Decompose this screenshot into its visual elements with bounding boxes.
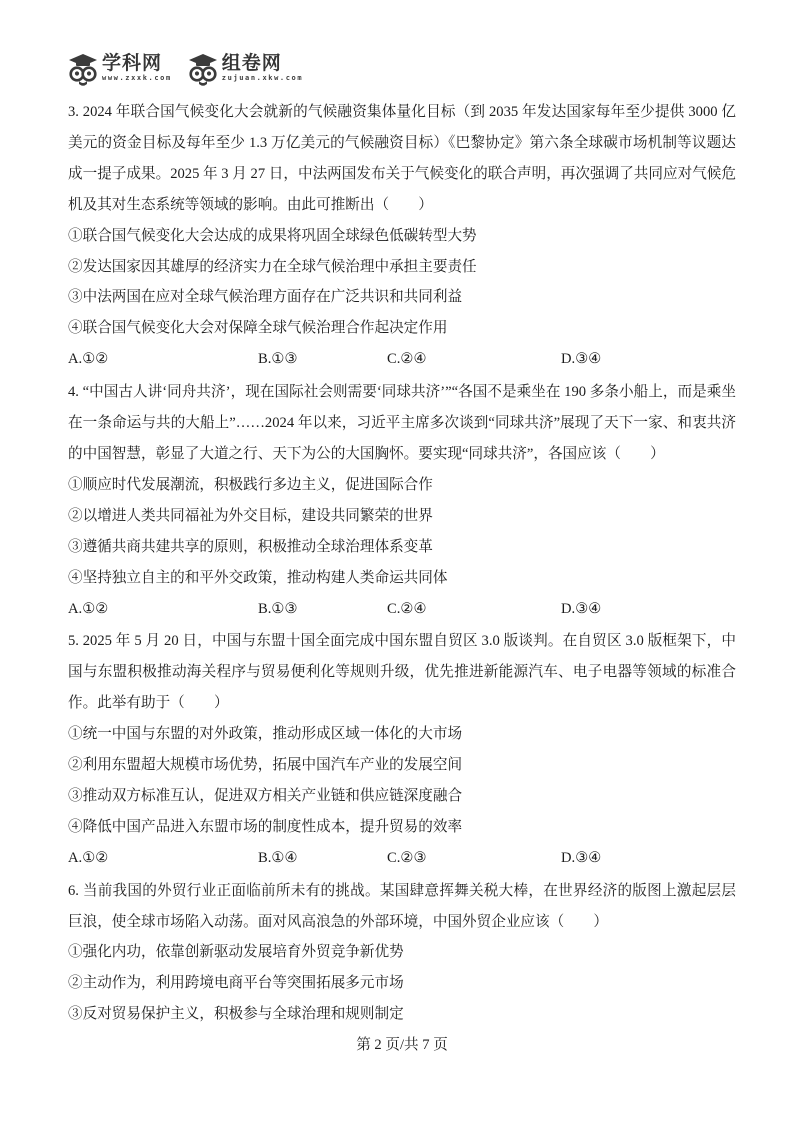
- choice-a: A.①②: [68, 600, 109, 617]
- owl-graduate-icon: [188, 53, 218, 88]
- numbered-option: ①统一中国与东盟的对外政策，推动形成区域一体化的大市场: [68, 726, 463, 743]
- numbered-option: ②利用东盟超大规模市场优势，拓展中国汽车产业的发展空间: [68, 757, 463, 774]
- choice-c: C.②③: [387, 849, 427, 866]
- numbered-option: ④联合国气候变化大会对保障全球气候治理合作起决定作用: [68, 320, 448, 337]
- choice-a: A.①②: [68, 351, 109, 368]
- numbered-option: ②主动作为，利用跨境电商平台等突围拓展多元市场: [68, 975, 404, 992]
- choice-b: B.①③: [258, 600, 298, 617]
- logo-url: zujuan.xkw.com: [221, 74, 304, 82]
- question-stem: 6. 当前我国的外贸行业正面临前所未有的挑战。某国肆意挥舞关税大棒，在世界经济的版图上激起层层巨浪，使全球市场陷入动荡。面对风高浪急的外部环境，中国外贸企业应该（ ）: [68, 882, 736, 930]
- numbered-option: ②以增进人类共同福祉为外交目标，建设共同繁荣的世界: [68, 507, 433, 524]
- question-5: [68, 626, 736, 873]
- logo-text: [222, 53, 303, 83]
- choice-d: D.③④: [561, 600, 602, 617]
- choice-d: D.③④: [561, 849, 602, 866]
- numbered-option: ④坚持独立自主的和平外交政策，推动构建人类命运共同体: [68, 569, 448, 586]
- page-number-footer: 第 2 页/共 7 页: [356, 1037, 448, 1054]
- logo-title: 组卷网: [221, 53, 282, 74]
- numbered-option: ③遵循共商共建共享的原则，积极推动全球治理体系变革: [68, 538, 433, 555]
- choice-a: A.①②: [68, 849, 109, 866]
- answer-choices-row: [68, 594, 736, 625]
- question-3: [68, 97, 736, 375]
- choice-d: D.③④: [561, 351, 602, 368]
- exam-content: [68, 97, 736, 1061]
- choice-b: B.①③: [258, 351, 298, 368]
- numbered-option: ②发达国家因其雄厚的经济实力在全球气候治理中承担主要责任: [68, 258, 477, 275]
- zujuanwang-logo: [188, 53, 303, 88]
- logo-url: www.zxxk.com: [102, 74, 172, 82]
- answer-choices-row: [68, 843, 736, 874]
- site-logos: [68, 53, 303, 88]
- numbered-option: ①强化内功，依靠创新驱动发展培育外贸竞争新优势: [68, 944, 404, 961]
- answer-choices-row: [68, 344, 736, 375]
- numbered-option: ③反对贸易保护主义，积极参与全球治理和规则制定: [68, 1006, 404, 1023]
- choice-c: C.②④: [387, 351, 427, 368]
- xuekewang-logo: [68, 53, 172, 88]
- question-6: [68, 876, 736, 1031]
- choice-b: B.①④: [258, 849, 298, 866]
- numbered-option: ③推动双方标准互认，促进双方相关产业链和供应链深度融合: [68, 787, 463, 804]
- numbered-option: ④降低中国产品进入东盟市场的制度性成本，提升贸易的效率: [68, 818, 463, 835]
- logo-title: 学科网: [102, 53, 163, 74]
- question-stem: 5. 2025 年 5 月 20 日，中国与东盟十国全面完成中国东盟自贸区 3.0 版谈判。在自贸区 3.0 版框架下，中国与东盟积极推动海关程序与贸易便利化等规则升级，优先推进新能源汽车、电子电器等领域的标准合作。此举有助于（ ）: [68, 633, 736, 712]
- numbered-option: ③中法两国在应对全球气候治理方面存在广泛共识和共同利益: [68, 289, 463, 306]
- question-stem: 4. “中国古人讲‘同舟共济’，现在国际社会则需要‘同球共济’”“各国不是乘坐在 190 多条小船上，而是乘坐在一条命运与共的大船上”……2024 年以来，习近平主席多次谈到“同球共济”展现了天下一家、和衷共济的中国智慧，彰显了大道之行、天下为公的大国胸怀。要实现“同球共济”，各国应该（ ）: [68, 384, 736, 462]
- numbered-option: ①顺应时代发展潮流，积极践行多边主义，促进国际合作: [68, 476, 433, 493]
- numbered-option: ①联合国气候变化大会达成的成果将巩固全球绿色低碳转型大势: [68, 227, 477, 244]
- logo-text: [102, 53, 172, 83]
- choice-c: C.②④: [387, 600, 427, 617]
- question-stem: 3. 2024 年联合国气候变化大会就新的气候融资集体量化目标（到 2035 年发达国家每年至少提供 3000 亿美元的资金目标及每年至少 1.3 万亿美元的气候融资目标）《巴黎协定》第六条全球碳市场机制等议题达成一提子成果。2025 年 3 月 27 日，中法两国发布关于气候变化的联合声明，再次强调了共同应对气候危机及其对生态系统等领域的影响。由此可推断出（ ）: [68, 104, 736, 213]
- question-4: [68, 377, 736, 624]
- owl-graduate-icon: [68, 53, 98, 88]
